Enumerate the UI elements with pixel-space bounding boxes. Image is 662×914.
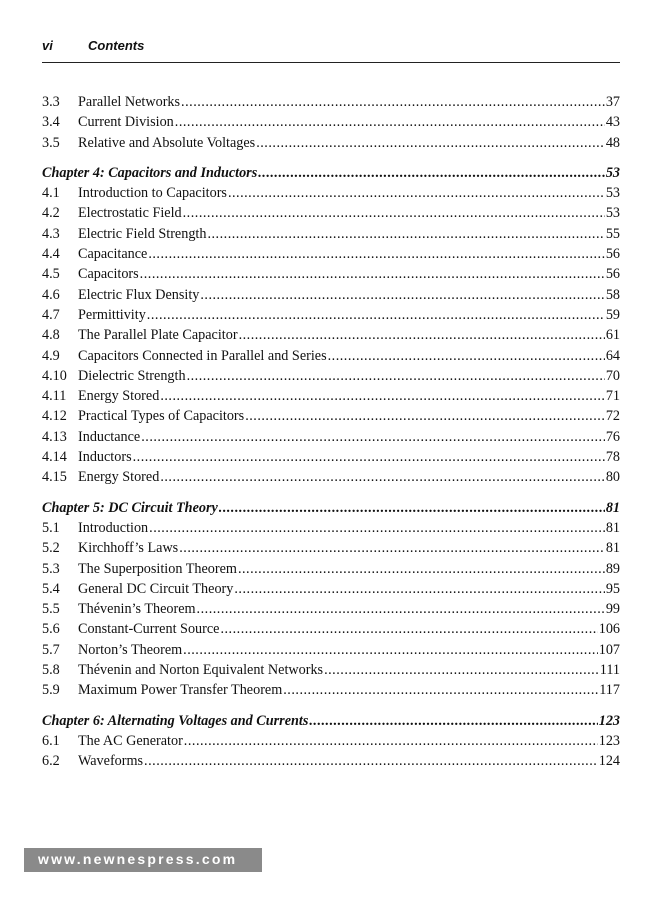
section-page: 123	[598, 732, 620, 749]
dot-leader	[160, 467, 605, 487]
toc-entry	[42, 599, 620, 619]
toc-entry	[42, 112, 620, 132]
dot-leader	[184, 731, 598, 751]
toc-entry	[42, 559, 620, 579]
dot-leader	[147, 305, 605, 325]
toc-entry	[42, 660, 620, 680]
toc-entry	[42, 731, 620, 751]
section-title: Practical Types of Capacitors	[78, 408, 245, 425]
dot-leader	[324, 660, 599, 680]
section-title: Capacitors Connected in Parallel and Series	[78, 347, 327, 364]
section-number: 4.8	[42, 327, 60, 344]
section-title: Energy Stored	[78, 388, 160, 405]
section-number: 5.1	[42, 519, 60, 536]
section-title: Capacitors	[78, 266, 139, 283]
section-page: 80	[605, 469, 620, 486]
toc-entry	[42, 406, 620, 426]
section-page: 53	[605, 185, 620, 202]
section-title: Kirchhoff’s Laws	[78, 540, 179, 557]
section-title: Energy Stored	[78, 469, 160, 486]
section-number: 4.12	[42, 408, 67, 425]
toc-entry	[42, 640, 620, 660]
dot-leader	[179, 538, 605, 558]
section-page: 71	[605, 388, 620, 405]
section-page: 76	[605, 428, 620, 445]
publisher-url: www.newnespress.com	[38, 851, 238, 867]
section-title: Capacitance	[78, 246, 148, 263]
dot-leader	[187, 366, 605, 386]
section-number: 4.11	[42, 388, 67, 405]
dot-leader	[219, 498, 605, 518]
section-page: 95	[605, 580, 620, 597]
section-title: General DC Circuit Theory	[78, 580, 234, 597]
page-number: vi	[42, 38, 53, 53]
toc-entry	[42, 305, 620, 325]
section-number: 5.4	[42, 580, 60, 597]
chapter-title: Chapter 4: Capacitors and Inductors	[42, 164, 258, 181]
section-title: Norton’s Theorem	[78, 641, 183, 658]
toc-entry	[42, 579, 620, 599]
section-page: 59	[605, 306, 620, 323]
section-number: 4.9	[42, 347, 60, 364]
section-page: 124	[598, 753, 620, 770]
section-number: 5.9	[42, 682, 60, 699]
dot-leader	[309, 711, 597, 731]
section-number: 5.6	[42, 621, 60, 638]
section-title: Inductors	[78, 449, 132, 466]
toc-entry	[42, 346, 620, 366]
section-title: Electrostatic Field	[78, 205, 182, 222]
section-number: 4.6	[42, 286, 60, 303]
section-number: 4.13	[42, 428, 67, 445]
section-number: 5.3	[42, 560, 60, 577]
toc-entry	[42, 92, 620, 112]
chapter-page: 53	[605, 164, 620, 181]
section-title: Electric Flux Density	[78, 286, 200, 303]
page-title: Contents	[88, 38, 145, 53]
toc-entry	[42, 467, 620, 487]
section-title: The Parallel Plate Capacitor	[78, 327, 238, 344]
dot-leader	[197, 599, 605, 619]
toc-entry	[42, 680, 620, 700]
dot-leader	[228, 183, 605, 203]
section-page: 64	[605, 347, 620, 364]
section-number: 4.5	[42, 266, 60, 283]
section-title: Waveforms	[78, 753, 144, 770]
dot-leader	[144, 751, 598, 771]
toc-entry	[42, 427, 620, 447]
section-number: 4.3	[42, 225, 60, 242]
section-page: 43	[605, 114, 620, 131]
section-title: Thévenin and Norton Equivalent Networks	[78, 662, 324, 679]
dot-leader	[220, 619, 597, 639]
section-page: 107	[598, 641, 620, 658]
section-title: Introduction to Capacitors	[78, 185, 227, 202]
section-number: 3.5	[42, 134, 60, 151]
section-number: 3.3	[42, 94, 60, 110]
chapter-page: 123	[598, 712, 620, 729]
dot-leader	[183, 203, 605, 223]
section-title: The AC Generator	[78, 732, 183, 749]
toc-entry	[42, 751, 620, 771]
section-title: The Superposition Theorem	[78, 560, 237, 577]
section-page: 48	[605, 134, 620, 151]
toc-entry	[42, 183, 620, 203]
section-title: Introduction	[78, 519, 149, 536]
section-page: 81	[605, 540, 620, 557]
section-number: 4.15	[42, 469, 67, 486]
section-number: 3.4	[42, 114, 60, 131]
section-title: Electric Field Strength	[78, 225, 207, 242]
footer-banner	[24, 848, 262, 872]
section-title: Permittivity	[78, 306, 146, 323]
section-number: 4.14	[42, 449, 67, 466]
toc-entry	[42, 264, 620, 284]
toc-entry	[42, 538, 620, 558]
chapter-heading	[42, 711, 620, 731]
section-page: 111	[599, 662, 620, 679]
toc-entry	[42, 619, 620, 639]
section-number: 4.7	[42, 306, 60, 323]
dot-leader	[148, 244, 604, 264]
dot-leader	[328, 346, 605, 366]
section-number: 4.10	[42, 367, 67, 384]
dot-leader	[258, 163, 605, 183]
toc-entry	[42, 518, 620, 538]
section-page: 81	[605, 519, 620, 536]
chapter-title: Chapter 6: Alternating Voltages and Currents	[42, 712, 309, 729]
section-page: 89	[605, 560, 620, 577]
section-page: 37	[605, 94, 620, 110]
chapter-heading	[42, 498, 620, 518]
section-title: Inductance	[78, 428, 141, 445]
toc-entry	[42, 447, 620, 467]
toc-entry	[42, 224, 620, 244]
toc-entry	[42, 244, 620, 264]
section-number: 6.2	[42, 753, 60, 770]
section-title: Parallel Networks	[78, 94, 181, 110]
dot-leader	[238, 559, 605, 579]
section-page: 70	[605, 367, 620, 384]
dot-leader	[149, 518, 605, 538]
section-title: Relative and Absolute Voltages	[78, 134, 256, 151]
section-page: 56	[605, 246, 620, 263]
dot-leader	[141, 427, 605, 447]
section-title: Maximum Power Transfer Theorem	[78, 682, 283, 699]
section-title: Current Division	[78, 114, 174, 131]
section-number: 5.2	[42, 540, 60, 557]
section-page: 72	[605, 408, 620, 425]
toc-entry	[42, 386, 620, 406]
toc-entry	[42, 285, 620, 305]
section-page: 106	[598, 621, 620, 638]
section-title: Constant-Current Source	[78, 621, 220, 638]
section-page: 56	[605, 266, 620, 283]
section-title: Dielectric Strength	[78, 367, 186, 384]
section-number: 5.8	[42, 662, 60, 679]
section-page: 55	[605, 225, 620, 242]
dot-leader	[239, 325, 605, 345]
section-number: 5.5	[42, 601, 60, 618]
section-page: 61	[605, 327, 620, 344]
dot-leader	[234, 579, 604, 599]
dot-leader	[207, 224, 604, 244]
dot-leader	[245, 406, 605, 426]
section-number: 4.2	[42, 205, 60, 222]
section-page: 99	[605, 601, 620, 618]
dot-leader	[183, 640, 598, 660]
dot-leader	[160, 386, 605, 406]
dot-leader	[256, 133, 605, 153]
section-page: 58	[605, 286, 620, 303]
section-page: 117	[599, 682, 620, 699]
page-header	[42, 38, 620, 63]
section-number: 6.1	[42, 732, 60, 749]
section-title: Thévenin’s Theorem	[78, 601, 196, 618]
section-number: 4.1	[42, 185, 60, 202]
toc-entry	[42, 366, 620, 386]
dot-leader	[140, 264, 605, 284]
toc-entry	[42, 325, 620, 345]
toc-entry	[42, 133, 620, 153]
chapter-page: 81	[605, 499, 620, 516]
dot-leader	[133, 447, 605, 467]
table-of-contents	[42, 92, 620, 772]
section-number: 5.7	[42, 641, 60, 658]
section-page: 78	[605, 449, 620, 466]
dot-leader	[181, 92, 605, 112]
section-page: 53	[605, 205, 620, 222]
dot-leader	[175, 112, 605, 132]
chapter-title: Chapter 5: DC Circuit Theory	[42, 499, 218, 516]
chapter-heading	[42, 163, 620, 183]
toc-entry	[42, 203, 620, 223]
dot-leader	[200, 285, 604, 305]
section-number: 4.4	[42, 246, 60, 263]
dot-leader	[283, 680, 598, 700]
